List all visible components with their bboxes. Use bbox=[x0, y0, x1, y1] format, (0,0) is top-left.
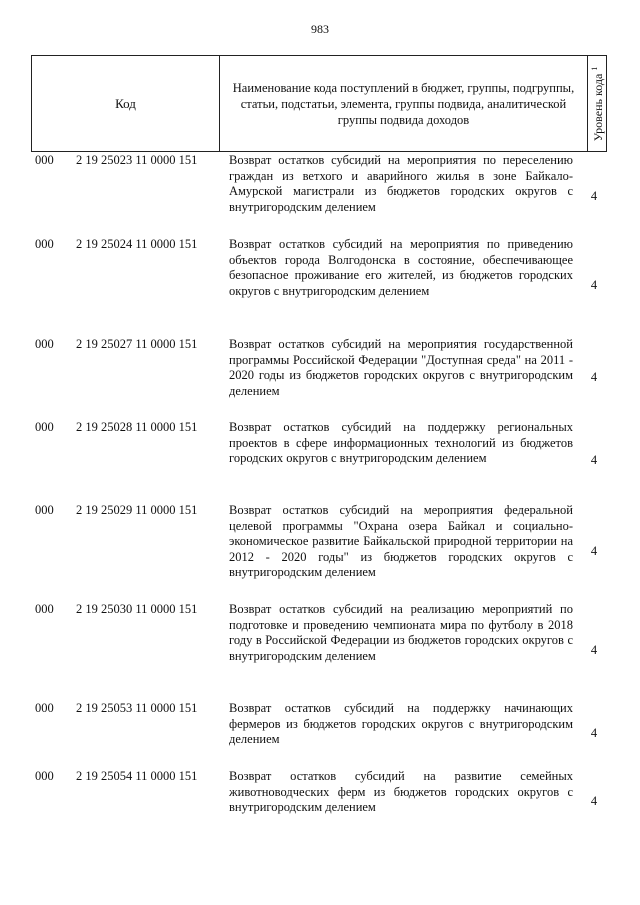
row-level: 4 bbox=[590, 370, 598, 384]
row-income-code: 2 19 25029 11 0000 151 bbox=[76, 503, 198, 517]
table-header bbox=[31, 55, 607, 152]
row-admin-code: 000 bbox=[35, 701, 54, 715]
row-name: Возврат остатков субсидий на мероприятия по переселению граждан из ветхого и аварийного жилья в зоне Байкало-Амурской магистрали из бюджетов городских округов с внутригородским делением bbox=[229, 153, 573, 214]
row-admin-code: 000 bbox=[35, 420, 54, 434]
header-level-text: Уровень кода bbox=[591, 73, 605, 141]
row-income-code: 2 19 25053 11 0000 151 bbox=[76, 701, 198, 715]
row-admin-code: 000 bbox=[35, 153, 54, 167]
row-name: Возврат остатков субсидий на мероприятия государственной программы Российской Федерации "Доступная среда" на 2011 - 2020 годы из бюджетов городских округов с внутригородским делением bbox=[229, 337, 573, 398]
row-income-code: 2 19 25023 11 0000 151 bbox=[76, 153, 198, 167]
header-name-label: Наименование кода поступлений в бюджет, группы, подгруппы, статьи, подстатьи, элемента, группы подвида, аналитической группы подвида доходов bbox=[232, 80, 575, 127]
header-level-cell bbox=[588, 56, 608, 151]
row-name: Возврат остатков субсидий на развитие семейных животноводческих ферм из бюджетов городских округов с внутригородским делением bbox=[229, 769, 573, 814]
row-level: 4 bbox=[590, 544, 598, 558]
row-admin-code: 000 bbox=[35, 337, 54, 351]
row-level: 4 bbox=[590, 278, 598, 292]
row-income-code: 2 19 25027 11 0000 151 bbox=[76, 337, 198, 351]
row-admin-code: 000 bbox=[35, 769, 54, 783]
row-admin-code: 000 bbox=[35, 237, 54, 251]
footnote-marker: 1 bbox=[590, 66, 599, 71]
row-level: 4 bbox=[590, 189, 598, 203]
row-level: 4 bbox=[590, 794, 598, 808]
row-level: 4 bbox=[590, 726, 598, 740]
page-number: 983 bbox=[311, 22, 329, 36]
row-income-code: 2 19 25024 11 0000 151 bbox=[76, 237, 198, 251]
row-income-code: 2 19 25028 11 0000 151 bbox=[76, 420, 198, 434]
row-name: Возврат остатков субсидий на мероприятия федеральной целевой программы "Охрана озера Байкал и социально-экономическое развитие Байкальской природной территории на 2012 - 2020 годы" из бюджетов городских округов с внутригородским делением bbox=[229, 503, 573, 579]
row-name: Возврат остатков субсидий на поддержку региональных проектов в сфере информационных технологий из бюджетов городских округов с внутригородским делением bbox=[229, 420, 573, 465]
row-admin-code: 000 bbox=[35, 503, 54, 517]
header-code-label: Код bbox=[115, 95, 136, 111]
row-income-code: 2 19 25030 11 0000 151 bbox=[76, 602, 198, 616]
row-level: 4 bbox=[590, 643, 598, 657]
row-admin-code: 000 bbox=[35, 602, 54, 616]
row-name: Возврат остатков субсидий на реализацию мероприятий по подготовке и проведению чемпионата мира по футболу в 2018 году в Российской Федерации из бюджетов городских округов с внутригородским делением bbox=[229, 602, 573, 663]
header-level-label bbox=[590, 66, 606, 141]
row-name: Возврат остатков субсидий на мероприятия по приведению объектов города Волгодонска в состояние, обеспечивающее безопасное проживание его жителей, из бюджетов городских округов с внутригородским делением bbox=[229, 237, 573, 298]
row-level: 4 bbox=[590, 453, 598, 467]
row-income-code: 2 19 25054 11 0000 151 bbox=[76, 769, 198, 783]
row-name: Возврат остатков субсидий на поддержку начинающих фермеров из бюджетов городских округов с внутригородским делением bbox=[229, 701, 573, 746]
